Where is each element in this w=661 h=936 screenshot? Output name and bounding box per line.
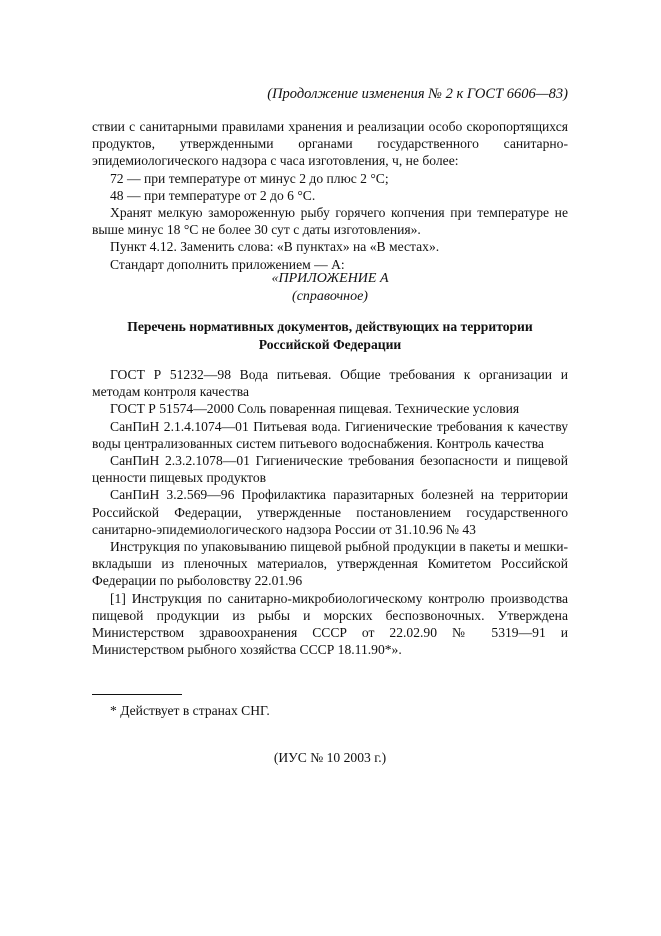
appendix-title: «ПРИЛОЖЕНИЕ А [271, 271, 389, 286]
intro-paragraph: Стандарт дополнить приложением — А: [110, 256, 345, 272]
document-item: Инструкция по упаковыванию пищевой рыбной продукции в пакеты и мешки-вкладыши из пленочных материалов, утвержденная Комитетом Российской Федерации по рыболовству 22.01.96 [92, 539, 568, 589]
document-item: [1] Инструкция по санитарно-микробиологическому контролю производства пищевой продукции из рыбы и морских беспозвоночных. Утверждена Министерством здравоохранения СССР от 22.02.90 № 5319—91 и Министерством рыбного хозяйства СССР 18.11.90*». [92, 590, 568, 658]
documents-list-title-line: Перечень нормативных документов, действующих на территории [127, 319, 533, 334]
document-item: СанПиН 3.2.569—96 Профилактика паразитарных болезней на территории Российской Федерации, утвержденные постановлением государственного санитарно-эпидемиологического надзора России от 31.10.96 № 43 [92, 487, 568, 537]
intro-paragraph: 72 — при температуре от минус 2 до плюс 2 °С; [110, 170, 389, 186]
footnote-divider [92, 694, 182, 695]
documents-list [92, 366, 568, 658]
footnote: * Действует в странах СНГ. [110, 703, 270, 718]
intro-paragraph: ствии с санитарными правилами хранения и реализации особо скоропортящихся продуктов, утвержденными органами государственного санитарно-эпидемиологического надзора с часа изготовления, ч, не более: [92, 119, 568, 169]
appendix-heading [92, 270, 568, 306]
appendix-subtitle: (справочное) [292, 289, 368, 304]
documents-list-title [92, 318, 568, 353]
intro-paragraph: 48 — при температуре от 2 до 6 °С. [110, 187, 316, 203]
document-item: ГОСТ Р 51574—2000 Соль поваренная пищевая. Технические условия [110, 401, 520, 417]
intro-paragraph: Хранят мелкую замороженную рыбу горячего копчения при температуре не выше минус 18 °С не более 30 сут с даты изготовления». [92, 205, 568, 238]
document-item: ГОСТ Р 51232—98 Вода питьевая. Общие требования к организации и методам контроля качества [92, 367, 568, 400]
intro-section [92, 118, 568, 273]
ius-reference: (ИУС № 10 2003 г.) [273, 750, 387, 765]
document-item: СанПиН 2.3.2.1078—01 Гигиенические требования безопасности и пищевой ценности пищевых продуктов [92, 453, 568, 486]
page-header: (Продолжение изменения № 2 к ГОСТ 6606—83) [267, 86, 568, 102]
documents-list-title-line: Российской Федерации [258, 336, 402, 352]
intro-paragraph: Пункт 4.12. Заменить слова: «В пунктах» на «В местах». [110, 239, 440, 255]
document-item: СанПиН 2.1.4.1074—01 Питьевая вода. Гигиенические требования к качеству воды централизованных систем питьевого водоснабжения. Контроль качества [92, 418, 568, 451]
